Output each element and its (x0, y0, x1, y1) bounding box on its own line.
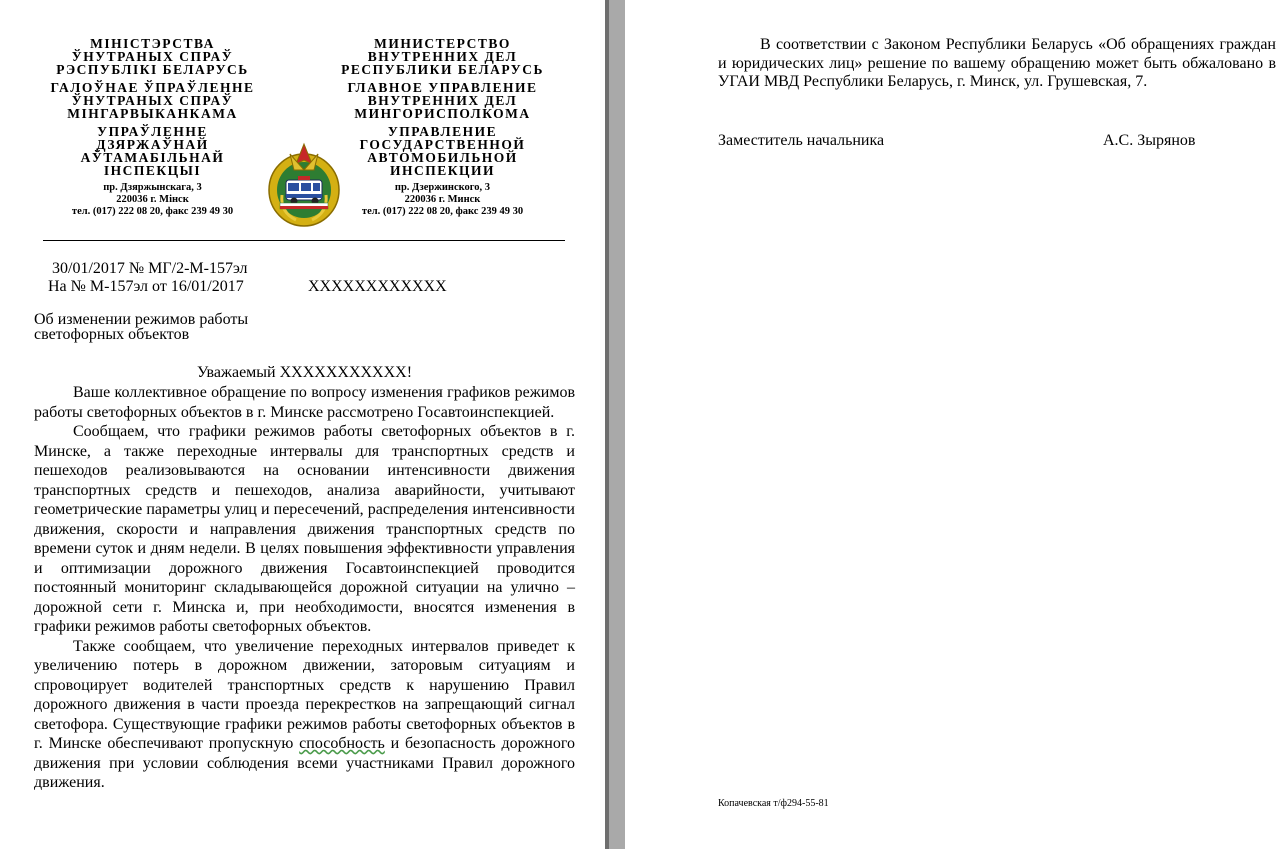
letterhead-line: ІНСПЕКЦЫІ (103, 163, 202, 178)
document-page-1 (0, 0, 605, 849)
letterhead-belarusian (40, 37, 265, 218)
subject-line-1: Об изменении режимов работы (34, 311, 249, 328)
greeting: Уважаемый XXXXXXXXXXX! (196, 364, 413, 381)
letter-body (34, 383, 575, 793)
body-paragraph-3-part-2: и безопасность дорожного движения при условии соблюдения всеми участниками Правил дорожного движения. (34, 735, 575, 791)
letterhead-line: ИНСПЕКЦИИ (389, 163, 496, 178)
appeal-paragraph: В соответствии с Законом Республики Беларусь «Об обращениях граждан и юридических лиц» решение по вашему обращению может быть обжаловано в УГАИ МВД Республики Беларусь, г. Минск, ул. Грушевская, 7. (718, 36, 1276, 90)
document-page-2 (625, 0, 1280, 849)
letterhead-line: МИНИСТЕРСТВО (374, 36, 511, 51)
body-paragraph-3 (34, 637, 575, 793)
letterhead-russian (330, 37, 555, 218)
letterhead-line: РЕСПУБЛИКИ БЕЛАРУСЬ (341, 62, 544, 77)
signatory-name: А.С. Зырянов (1103, 132, 1196, 149)
spellcheck-flagged-word[interactable]: способность (299, 735, 385, 752)
letterhead-address: пр. Дзяржынскага, 3 (103, 182, 202, 193)
letterhead-line: ГЛАВНОЕ УПРАВЛЕНИЕ (347, 80, 538, 95)
letterhead-phone: тел. (017) 222 08 20, факс 239 49 30 (71, 206, 234, 217)
outgoing-reference: 30/01/2017 № МГ/2-М-157эл (52, 260, 248, 277)
letterhead-line: ВНУТРЕННИХ ДЕЛ (367, 49, 518, 64)
executor-contact: Копачевская т/ф294-55-81 (718, 798, 829, 809)
letterhead-line: ГАЛОЎНАЕ ЎПРАЎЛЕННЕ (50, 80, 255, 95)
letterhead-line: ГОСУДАРСТВЕННОЙ (359, 137, 526, 152)
letterhead-line: МІНІСТЭРСТВА (90, 36, 215, 51)
letterhead-line: ДЗЯРЖАЎНАЙ (96, 137, 209, 152)
appeal-paragraph-block (718, 36, 1276, 92)
letterhead-line: МИНГОРИСПОЛКОМА (354, 106, 531, 121)
letterhead-line: АВТОМОБИЛЬНОЙ (367, 150, 518, 165)
letterhead-line: ВНУТРЕННИХ ДЕЛ (367, 93, 518, 108)
letterhead-line: ЎНУТРАНЫХ СПРАЎ (71, 49, 234, 64)
letterhead-address: пр. Дзержинского, 3 (394, 182, 491, 193)
letterhead-line: УПРАВЛЕНИЕ (387, 124, 498, 139)
letterhead-line: РЭСПУБЛІКІ БЕЛАРУСЬ (56, 62, 249, 77)
letterhead-line: УПРАЎЛЕННЕ (97, 124, 208, 139)
body-paragraph-3-part-1: Также сообщаем, что увеличение переходных интервалов приведет к увеличению потерь в дорожном движении, заторовым ситуациям и спровоцирует водителей транспортных средств к нарушению Правил дорожного движения в части проезда перекрестков на запрещающий сигнал светофора. Существующие графики режимов работы светофорных объектов в г. Минске обеспечивают пропускную (34, 637, 575, 752)
recipient-name: XXXXXXXXXXXX (308, 278, 447, 295)
letterhead-city: 220036 г. Минск (404, 194, 481, 205)
incoming-reference: На № М-157эл от 16/01/2017 (48, 278, 244, 295)
letterhead-line: ЎНУТРАНЫХ СПРАЎ (71, 93, 234, 108)
signatory-title: Заместитель начальника (718, 132, 885, 149)
body-paragraph-1: Ваше коллективное обращение по вопросу изменения графиков режимов работы светофорных объектов в г. Минске рассмотрено Госавтоинспекцией. (34, 384, 575, 421)
letterhead-divider (43, 240, 565, 241)
letterhead-line: МІНГАРВЫКАНКАМА (67, 106, 238, 121)
subject-line-2: светофорных объектов (34, 326, 190, 343)
letterhead-city: 220036 г. Мінск (116, 194, 189, 205)
subject-line (34, 312, 294, 342)
body-paragraph-2: Сообщаем, что графики режимов работы светофорных объектов в г. Минске, а также переходные интервалы для транспортных средств и пешеходов реализовываются на основании интенсивности движения транспортных средств и пешеходов, анализа аварийности, учитывают геометрические параметры улиц и пересечений, распределения интенсивности движения, скорости и направления движения транспортных средств по времени суток и дням недели. В целях повышения эффективности управления и оптимизации дорожного движения Госавтоинспекцией проводится постоянный мониторинг складывающейся дорожной ситуации на улично – дорожной сети г. Минска и, при необходимости, вносятся изменения в графики режимов работы светофорных объектов. (34, 423, 575, 635)
letterhead-phone: тел. (017) 222 08 20, факс 239 49 30 (361, 206, 524, 217)
letterhead-line: АЎТАМАБІЛЬНАЙ (80, 150, 225, 165)
page-shadow (605, 0, 609, 849)
